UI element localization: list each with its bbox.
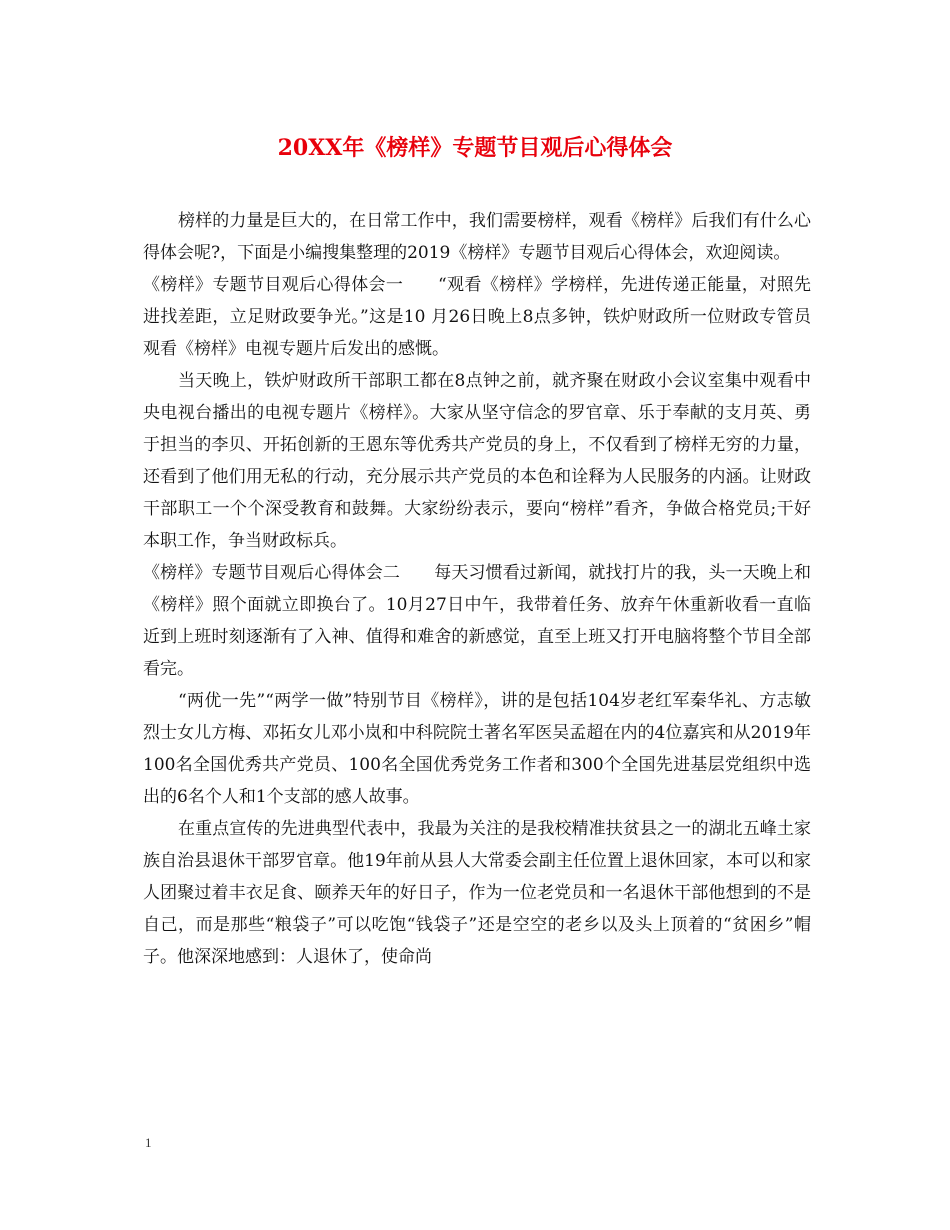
paragraph-evening-viewing: 当天晚上，铁炉财政所干部职工都在8点钟之前，就齐聚在财政小会议室集中观看中央电视台播出的电视专题片《榜样》。大家从坚守信念的罗官章、乐于奉献的支月英、勇于担当的李贝、开拓创新的王恩东等优秀共产党员的身上，不仅看到了榜样无穷的力量，还看到了他们用无私的行动，充分展示共产党员的本色和诠释为人民服务的内涵。让财政干部职工一个个深受教育和鼓舞。大家纷纷表示，要向“榜样”看齐，争做合格党员;干好本职工作，争当财政标兵。 bbox=[143, 371, 811, 551]
document-title: 20XX年《榜样》专题节目观后心得体会 bbox=[277, 135, 673, 161]
paragraph-section-two: 《榜样》专题节目观后心得体会二 每天习惯看过新闻，就找打片的我，头一天晚上和《榜样》照个面就立即换台了。10月27日中午，我带着任务、放弃午休重新收看一直临近到上班时刻逐渐有了入神、值得和难舍的新感觉，直至上班又打开电脑将整个节目全部看完。 bbox=[143, 563, 811, 679]
paragraph-intro: 榜样的力量是巨大的，在日常工作中，我们需要榜样，观看《榜样》后我们有什么心得体会呢?，下面是小编搜集整理的2019《榜样》专题节目观后心得体会，欢迎阅读。 bbox=[143, 211, 811, 263]
paragraph-special-program: “两优一先”“两学一做”特别节目《榜样》，讲的是包括104岁老红军秦华礼、方志敏烈士女儿方梅、邓拓女儿邓小岚和中科院院士著名军医吴孟超在内的4位嘉宾和从2019年100名全国优秀共产党员、100名全国优秀党务工作者和300个全国先进基层党组织中选出的6名个人和1个支部的感人故事。 bbox=[143, 691, 811, 807]
paragraph-luo-guanzhang: 在重点宣传的先进典型代表中，我最为关注的是我校精准扶贫县之一的湖北五峰土家族自治县退休干部罗官章。他19年前从县人大常委会副主任位置上退休回家，本可以和家人团聚过着丰衣足食、颐养天年的好日子，作为一位老党员和一名退休干部他想到的不是自己，而是那些“粮袋子”可以吃饱“钱袋子”还是空空的老乡以及头上顶着的“贫困乡”帽子。他深深地感到：人退休了，使命尚 bbox=[143, 819, 811, 967]
paragraph-section-one: 《榜样》专题节目观后心得体会一 “观看《榜样》学榜样，先进传递正能量，对照先进找差距，立足财政要争光。”这是10 月26日晚上8点多钟，铁炉财政所一位财政专管员观看《榜样》电视专题片后发出的感慨。 bbox=[143, 275, 811, 359]
document-body bbox=[143, 205, 811, 973]
page-number: 1 bbox=[145, 1135, 152, 1150]
